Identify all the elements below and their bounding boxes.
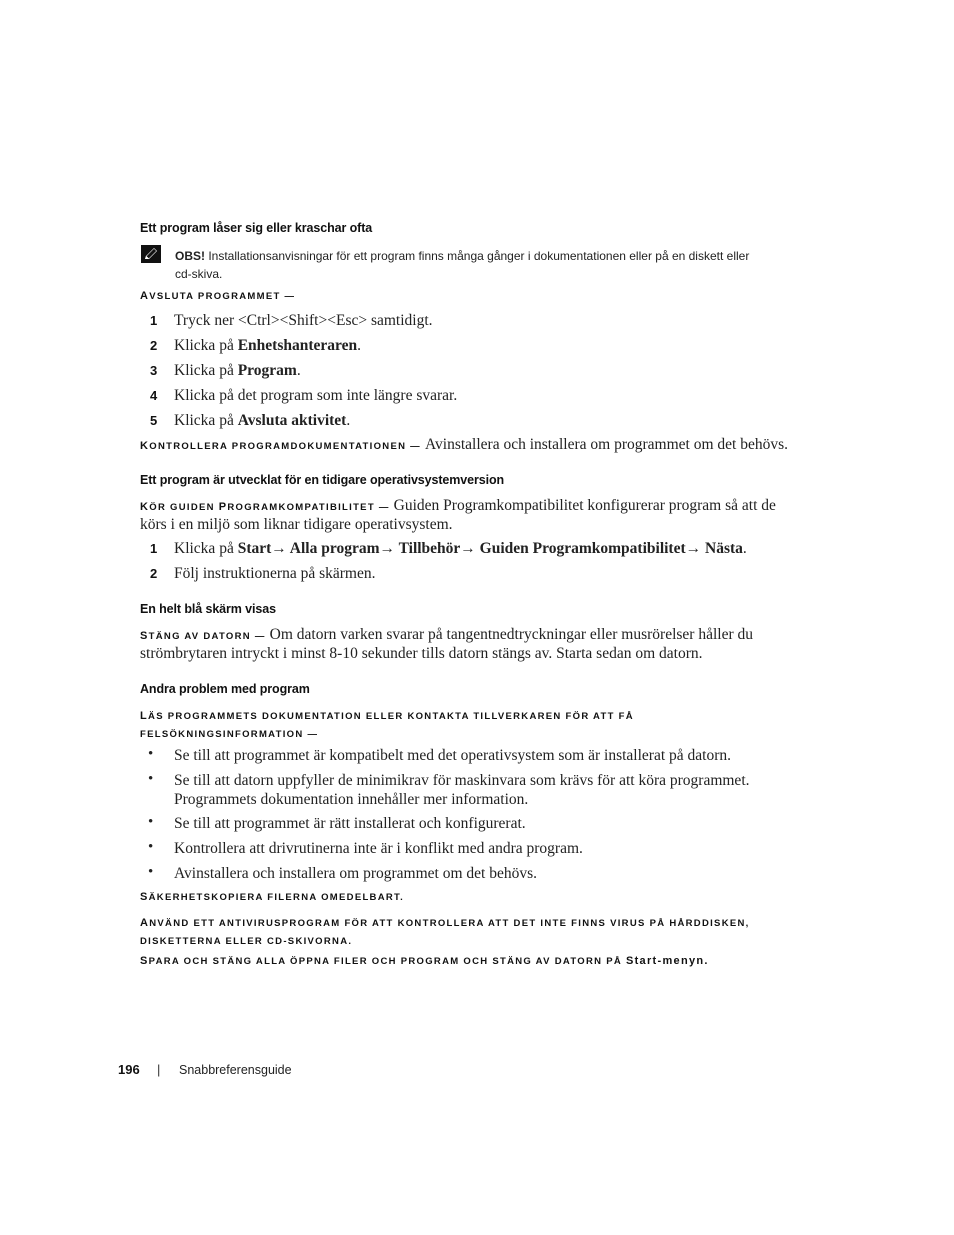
subheading-read-docs: LÄS PROGRAMMETS DOKUMENTATION ELLER KONTAKTA TILLVERKAREN FÖR ATT FÅ FELSÖKNINGSINFORMATION — [140, 710, 634, 740]
note-line1: Installationsanvisningar för ett program finns många gånger i dokumentationen eller på en diskett eller [208, 249, 750, 263]
footer-title: Snabbreferensguide [179, 1063, 292, 1077]
section-heading-other-problems: Andra problem med program [140, 682, 310, 696]
section-heading-old-os: Ett program är utvecklat för en tidigare operativsystemversion [140, 473, 505, 487]
section-heading-crash: Ett program låser sig eller kraschar ofta [140, 221, 373, 235]
pencil-note-icon [141, 245, 161, 268]
page-number: 196 [118, 1062, 140, 1077]
note-label: OBS! [175, 249, 205, 263]
check-docs-line: KONTROLLERA PROGRAMDOKUMENTATIONEN — Avinstallera och installera om programmet om det behövs. [140, 436, 788, 453]
menu-path: Start→ Alla program→ Tillbehör→ Guiden Programkompatibilitet→ Nästa [237, 540, 743, 557]
note-line2: cd-skiva. [175, 267, 223, 281]
compat-wizard-paragraph: KÖR GUIDEN PROGRAMKOMPATIBILITET — Guiden Programkompatibilitet konfigurerar program så att de körs i en miljö som liknar tidigare operativsystem. [140, 497, 776, 533]
subheading-end-program: AVSLUTA PROGRAMMET — [140, 290, 296, 302]
turn-off-paragraph: STÄNG AV DATORN — Om datorn varken svarar på tangentnedtryckningar eller musrörelser håller du strömbrytaren intryckt i minst 8-10 sekunder tills datorn stängs av. Starta sedan om datorn. [140, 626, 753, 662]
footer-separator: | [157, 1062, 161, 1077]
note-text [175, 247, 825, 283]
subheading-backup: SÄKERHETSKOPIERA FILERNA OMEDELBART. [140, 891, 405, 903]
subheading-save-close: SPARA OCH STÄNG ALLA ÖPPNA FILER OCH PROGRAM OCH STÄNG AV DATORN PÅ Start-menyn. [140, 955, 709, 967]
section-heading-blue-screen: En helt blå skärm visas [140, 602, 276, 616]
subheading-antivirus: ANVÄND ETT ANTIVIRUSPROGRAM FÖR ATT KONTROLLERA ATT DET INTE FINNS VIRUS PÅ HÅRDDISKEN, DISKETTERNA ELLER CD-SKIVORNA. [140, 917, 750, 947]
